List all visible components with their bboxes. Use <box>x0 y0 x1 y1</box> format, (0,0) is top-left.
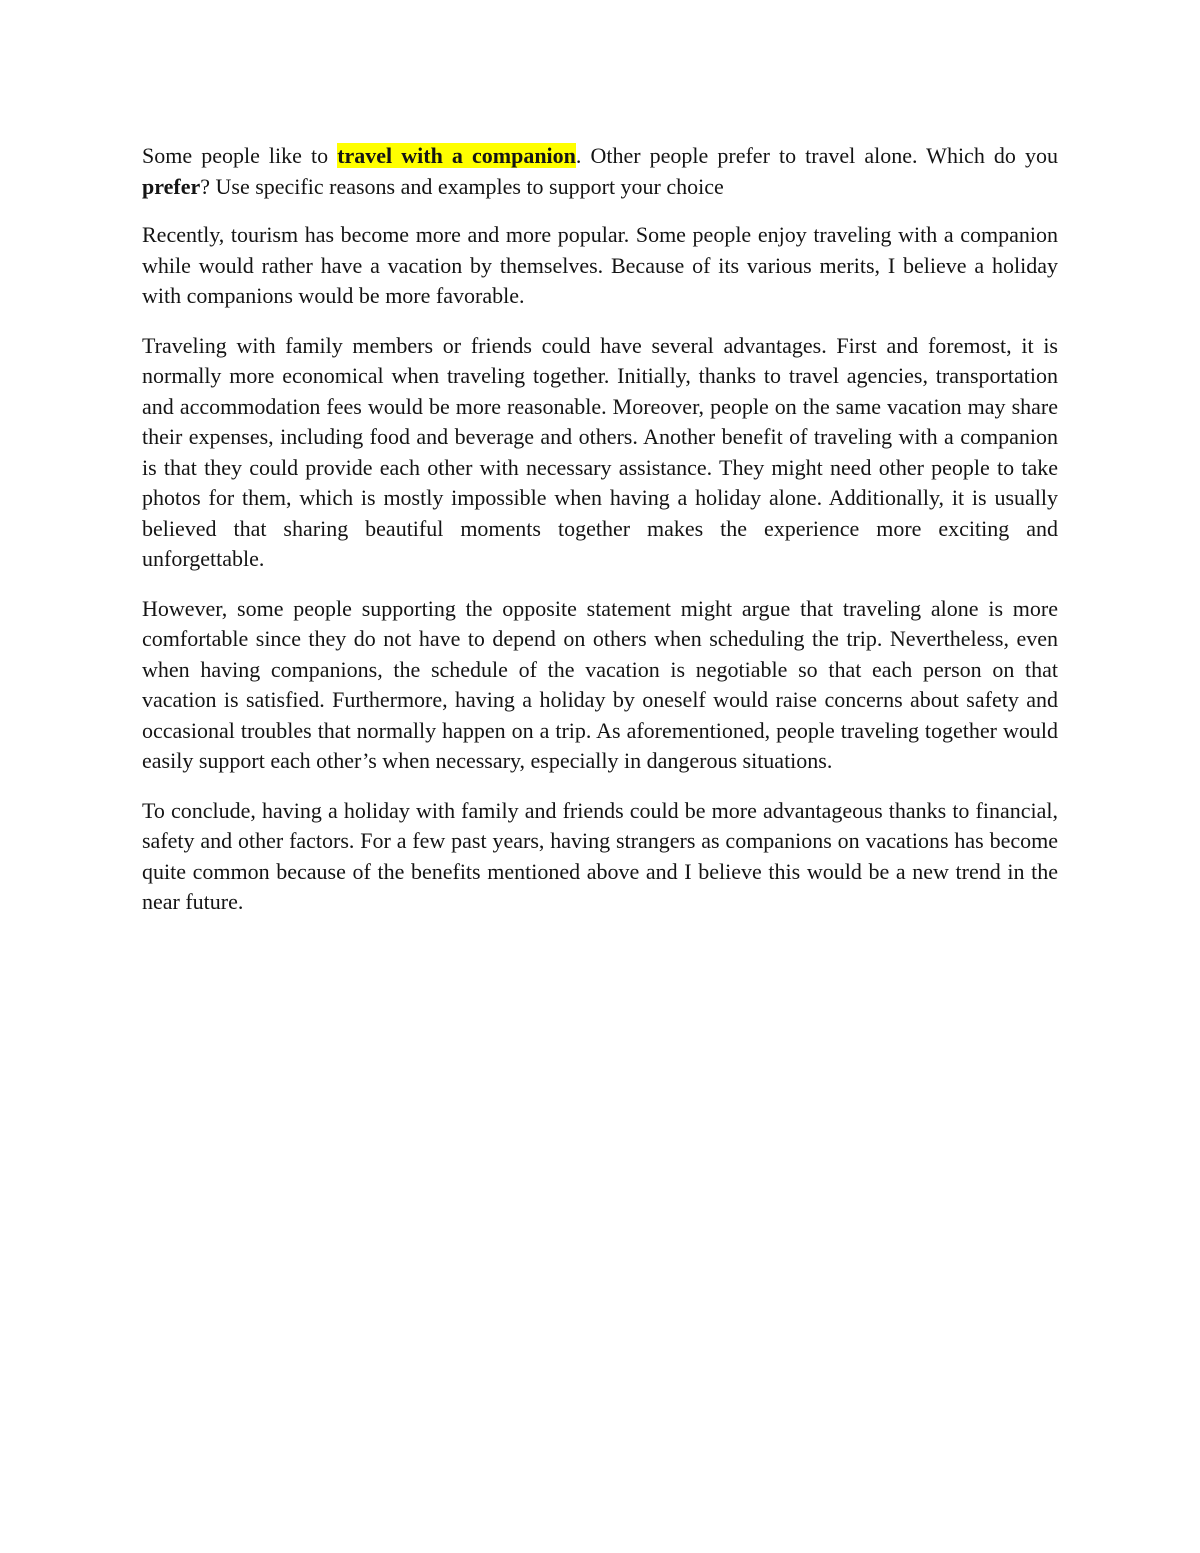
prompt-text-2: . Other people prefer to travel alone. Which do you <box>575 143 1058 168</box>
prompt-bold-word: prefer <box>142 173 201 199</box>
paragraph-conclusion: To conclude, having a holiday with family and friends could be more advantageous thanks to financial, safety and other factors. For a few past years, having strangers as companions on vacations has become quite common because of the benefits mentioned above and I believe this would be a new trend in the near future. <box>142 797 1058 914</box>
prompt-text-1: Some people like to <box>142 143 338 168</box>
paragraph-advantages: Traveling with family members or friends could have several advantages. First and foremost, it is normally more economical when traveling together. Initially, thanks to travel agencies, transportation and accommodation fees would be more reasonable. Moreover, people on the same vacation may share their expenses, including food and beverage and others. Another benefit of traveling with a companion is that they could provide each other with necessary assistance. They might need other people to take photos for them, which is mostly impossible when having a holiday alone. Additionally, it is usually believed that sharing beautiful moments together makes the experience more exciting and unforgettable. <box>142 332 1058 571</box>
paragraph-introduction: Recently, tourism has become more and more popular. Some people enjoy traveling with a companion while would rather have a vacation by themselves. Because of its various merits, I believe a holiday with companions would be more favorable. <box>142 222 1058 308</box>
essay-prompt <box>142 141 1058 202</box>
prompt-text-3: ? Use specific reasons and examples to support your choice <box>200 173 724 199</box>
paragraph-counterargument: However, some people supporting the opposite statement might argue that traveling alone is more comfortable since they do not have to depend on others when scheduling the trip. Nevertheless, even when having companions, the schedule of the vacation is negotiable so that each person on that vacation is satisfied. Furthermore, having a holiday by oneself would raise concerns about safety and occasional troubles that normally happen on a trip. As aforementioned, people traveling together would easily support each other’s when necessary, especially in dangerous situations. <box>142 595 1058 773</box>
prompt-highlight: travel with a companion <box>337 143 576 168</box>
essay-body <box>142 141 1058 937</box>
